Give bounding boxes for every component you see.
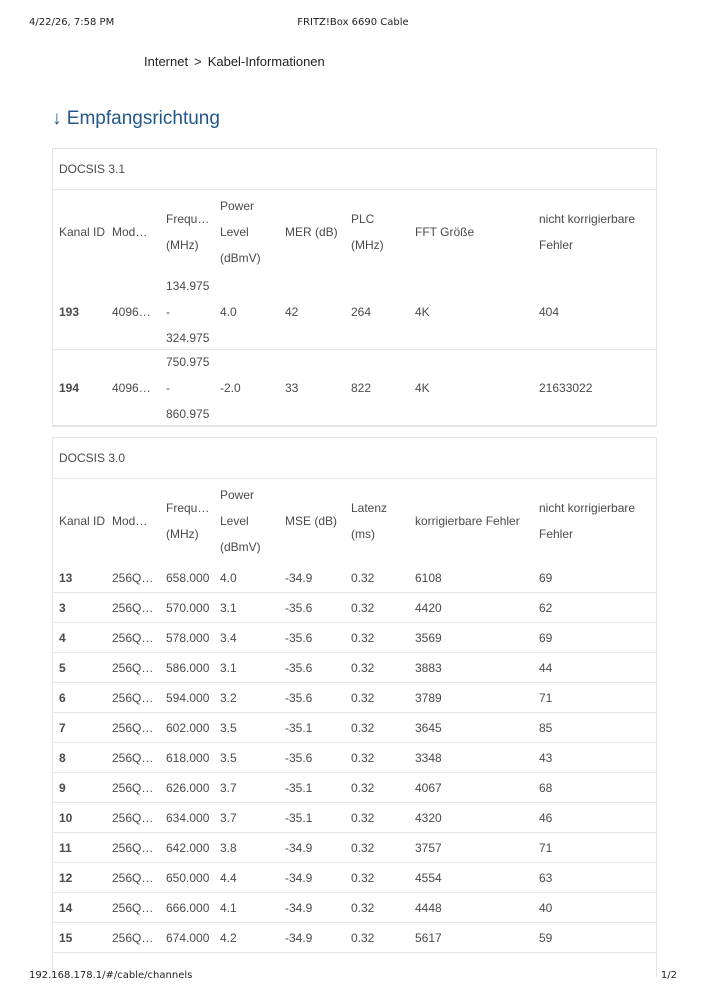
cell-frequenz: 618.000 (166, 750, 210, 765)
cell-korrigierbare-fehler: 3789 (415, 690, 442, 705)
cell-modulation: 256Q… (112, 600, 154, 615)
cell-kanal-id: 7 (59, 720, 66, 735)
header-power-level: Power Level (dBmV) (220, 488, 261, 554)
cell-modulation: 256Q… (112, 930, 154, 945)
cell-korrigierbare-fehler: 3883 (415, 660, 442, 675)
print-url: 192.168.178.1/#/cable/channels (29, 970, 193, 981)
cell-kanal-id: 8 (59, 750, 66, 765)
cell-frequenz: 658.000 (166, 570, 210, 585)
cell-nicht-korrigierbare-fehler: 63 (539, 870, 553, 885)
cell-power-level: 3.8 (220, 840, 237, 855)
cell-korrigierbare-fehler: 3348 (415, 750, 442, 765)
cell-korrigierbare-fehler: 5617 (415, 930, 442, 945)
cell-modulation: 4096… (112, 304, 151, 319)
table-row (53, 893, 656, 923)
print-datetime: 4/22/26, 7:58 PM (29, 17, 115, 28)
cell-frequenz: 578.000 (166, 630, 210, 645)
header-nicht-korrigierbare-fehler: nicht korrigierbare Fehler (539, 501, 636, 541)
cell-plc: 822 (351, 380, 372, 395)
table-row (53, 803, 656, 833)
print-page-number: 1/2 (660, 970, 677, 981)
cell-frequenz: 666.000 (166, 900, 210, 915)
cell-nicht-korrigierbare-fehler: 71 (539, 840, 553, 855)
cell-modulation: 256Q… (112, 660, 154, 675)
cell-mse: -35.6 (285, 660, 313, 675)
docsis31-header-row (53, 190, 656, 274)
cell-latenz: 0.32 (351, 570, 375, 585)
header-kanal-id: Kanal ID (59, 225, 106, 239)
cell-plc: 264 (351, 304, 372, 319)
cell-latenz: 0.32 (351, 780, 375, 795)
cell-mse: -34.9 (285, 870, 313, 885)
docsis30-header-row (53, 479, 656, 563)
header-modulation: Modu… (112, 225, 154, 239)
cell-latenz: 0.32 (351, 810, 375, 825)
cell-power-level: 3.7 (220, 780, 237, 795)
cell-latenz: 0.32 (351, 750, 375, 765)
cell-mse: -35.6 (285, 690, 313, 705)
cell-korrigierbare-fehler: 4554 (415, 870, 442, 885)
cell-power-level: 3.2 (220, 690, 237, 705)
cell-fft-groesse: 4K (415, 304, 430, 319)
cell-power-level: 4.0 (220, 304, 237, 319)
cell-nicht-korrigierbare-fehler: 59 (539, 930, 553, 945)
table-row (53, 743, 656, 773)
cell-power-level: 4.2 (220, 930, 237, 945)
cell-nicht-korrigierbare-fehler: 21633022 (539, 380, 593, 395)
table-row (53, 833, 656, 863)
cell-kanal-id: 12 (59, 870, 73, 885)
cell-korrigierbare-fehler: 4420 (415, 600, 442, 615)
cell-mse: -35.1 (285, 780, 313, 795)
table-row (53, 773, 656, 803)
cell-nicht-korrigierbare-fehler: 71 (539, 690, 553, 705)
cell-latenz: 0.32 (351, 870, 375, 885)
cell-modulation: 256Q… (112, 900, 154, 915)
cell-modulation: 256Q… (112, 630, 154, 645)
cell-modulation: 256Q… (112, 780, 154, 795)
cell-latenz: 0.32 (351, 600, 375, 615)
cell-modulation: 256Q… (112, 750, 154, 765)
cell-kanal-id: 194 (59, 380, 80, 395)
breadcrumb-current: Kabel-Informationen (207, 54, 325, 69)
breadcrumb-internet-link[interactable]: Internet (144, 54, 189, 69)
cell-nicht-korrigierbare-fehler: 69 (539, 570, 553, 585)
cell-modulation: 256Q… (112, 840, 154, 855)
header-frequenz: Frequ… (MHz) (166, 212, 210, 252)
cell-power-level: 4.4 (220, 870, 237, 885)
cell-mse: -35.6 (285, 750, 313, 765)
header-mer: MER (dB) (285, 225, 338, 239)
cell-nicht-korrigierbare-fehler: 85 (539, 720, 553, 735)
cell-mse: -34.9 (285, 840, 313, 855)
docsis30-table (53, 479, 656, 953)
cell-modulation: 256Q… (112, 810, 154, 825)
cell-kanal-id: 15 (59, 930, 73, 945)
cell-modulation: 256Q… (112, 690, 154, 705)
cell-kanal-id: 13 (59, 570, 73, 585)
cell-korrigierbare-fehler: 4320 (415, 810, 442, 825)
cell-latenz: 0.32 (351, 840, 375, 855)
cell-latenz: 0.32 (351, 630, 375, 645)
cell-mer: 33 (285, 380, 299, 395)
cell-modulation: 256Q… (112, 720, 154, 735)
cell-kanal-id: 5 (59, 660, 66, 675)
cell-frequenz: 626.000 (166, 780, 210, 795)
section-title-downstream: ↓ Empfangsrichtung (52, 108, 220, 129)
breadcrumb-separator: > (194, 54, 202, 69)
cell-kanal-id: 4 (59, 630, 66, 645)
cell-power-level: 4.0 (220, 570, 237, 585)
cell-power-level: 3.1 (220, 600, 237, 615)
breadcrumb (144, 54, 325, 69)
header-power-level: Power Level (dBmV) (220, 199, 261, 265)
cell-mse: -34.9 (285, 930, 313, 945)
cell-frequenz: 674.000 (166, 930, 210, 945)
cell-kanal-id: 6 (59, 690, 66, 705)
table-row (53, 563, 656, 593)
table-row (53, 863, 656, 893)
table-row (53, 653, 656, 683)
cell-mse: -34.9 (285, 900, 313, 915)
cell-power-level: 3.1 (220, 660, 237, 675)
cell-korrigierbare-fehler: 6108 (415, 570, 442, 585)
header-modulation: Modu… (112, 514, 154, 528)
header-frequenz: Frequ… (MHz) (166, 501, 210, 541)
cell-frequenz: 570.000 (166, 600, 210, 615)
cell-fft-groesse: 4K (415, 380, 430, 395)
cell-mse: -35.6 (285, 600, 313, 615)
cell-nicht-korrigierbare-fehler: 68 (539, 780, 553, 795)
cell-frequenz: 634.000 (166, 810, 210, 825)
print-page-title: FRITZ!Box 6690 Cable (297, 17, 409, 28)
cell-kanal-id: 10 (59, 810, 73, 825)
cell-kanal-id: 14 (59, 900, 73, 915)
table-row (53, 623, 656, 653)
cell-kanal-id: 11 (59, 840, 72, 855)
cell-mse: -35.1 (285, 810, 313, 825)
docsis30-panel-title: DOCSIS 3.0 (53, 438, 656, 479)
docsis31-table (53, 190, 656, 426)
cell-frequenz: 642.000 (166, 840, 210, 855)
header-plc: PLC (MHz) (351, 212, 384, 252)
cell-power-level: 3.4 (220, 630, 237, 645)
cell-frequenz: 750.975 - 860.975 (166, 354, 210, 421)
cell-nicht-korrigierbare-fehler: 40 (539, 900, 553, 915)
cell-frequenz: 134.975 - 324.975 (166, 278, 210, 345)
cell-kanal-id: 9 (59, 780, 66, 795)
print-header (0, 17, 706, 31)
cell-power-level: 4.1 (220, 900, 237, 915)
cell-korrigierbare-fehler: 3645 (415, 720, 442, 735)
cell-latenz: 0.32 (351, 930, 375, 945)
print-footer (0, 970, 706, 984)
cell-power-level: -2.0 (220, 380, 241, 395)
cell-nicht-korrigierbare-fehler: 69 (539, 630, 553, 645)
cell-frequenz: 602.000 (166, 720, 210, 735)
header-korrigierbare-fehler: korrigierbare Fehler (415, 514, 520, 528)
header-kanal-id: Kanal ID (59, 514, 106, 528)
cell-nicht-korrigierbare-fehler: 62 (539, 600, 553, 615)
cell-korrigierbare-fehler: 3757 (415, 840, 442, 855)
header-mse: MSE (dB) (285, 514, 338, 528)
cell-power-level: 3.5 (220, 750, 237, 765)
cell-modulation: 256Q… (112, 870, 154, 885)
cell-kanal-id: 3 (59, 600, 66, 615)
cell-modulation: 4096… (112, 380, 151, 395)
table-row (53, 683, 656, 713)
cell-korrigierbare-fehler: 4448 (415, 900, 442, 915)
cell-frequenz: 586.000 (166, 660, 210, 675)
cell-power-level: 3.7 (220, 810, 237, 825)
cell-latenz: 0.32 (351, 660, 375, 675)
table-row (53, 923, 656, 953)
table-row (53, 713, 656, 743)
cell-modulation: 256Q… (112, 570, 154, 585)
cell-latenz: 0.32 (351, 900, 375, 915)
cell-nicht-korrigierbare-fehler: 404 (539, 304, 560, 319)
table-row (53, 274, 656, 350)
header-latenz: Latenz (ms) (351, 501, 388, 541)
docsis31-panel (52, 148, 657, 427)
table-row (53, 593, 656, 623)
cell-kanal-id: 193 (59, 304, 80, 319)
cell-power-level: 3.5 (220, 720, 237, 735)
cell-mse: -35.1 (285, 720, 313, 735)
cell-mer: 42 (285, 304, 299, 319)
cell-mse: -35.6 (285, 630, 313, 645)
docsis30-panel (52, 437, 657, 977)
cell-mse: -34.9 (285, 570, 313, 585)
cell-frequenz: 650.000 (166, 870, 210, 885)
docsis31-panel-title: DOCSIS 3.1 (53, 149, 656, 190)
cell-nicht-korrigierbare-fehler: 43 (539, 750, 553, 765)
cell-nicht-korrigierbare-fehler: 46 (539, 810, 553, 825)
cell-latenz: 0.32 (351, 720, 375, 735)
table-row (53, 350, 656, 426)
header-fft-groesse: FFT Größe (415, 225, 475, 239)
cell-latenz: 0.32 (351, 690, 375, 705)
cell-frequenz: 594.000 (166, 690, 210, 705)
cell-nicht-korrigierbare-fehler: 44 (539, 660, 553, 675)
header-nicht-korrigierbare-fehler: nicht korrigierbare Fehler (539, 212, 636, 252)
cell-korrigierbare-fehler: 4067 (415, 780, 442, 795)
cell-korrigierbare-fehler: 3569 (415, 630, 442, 645)
